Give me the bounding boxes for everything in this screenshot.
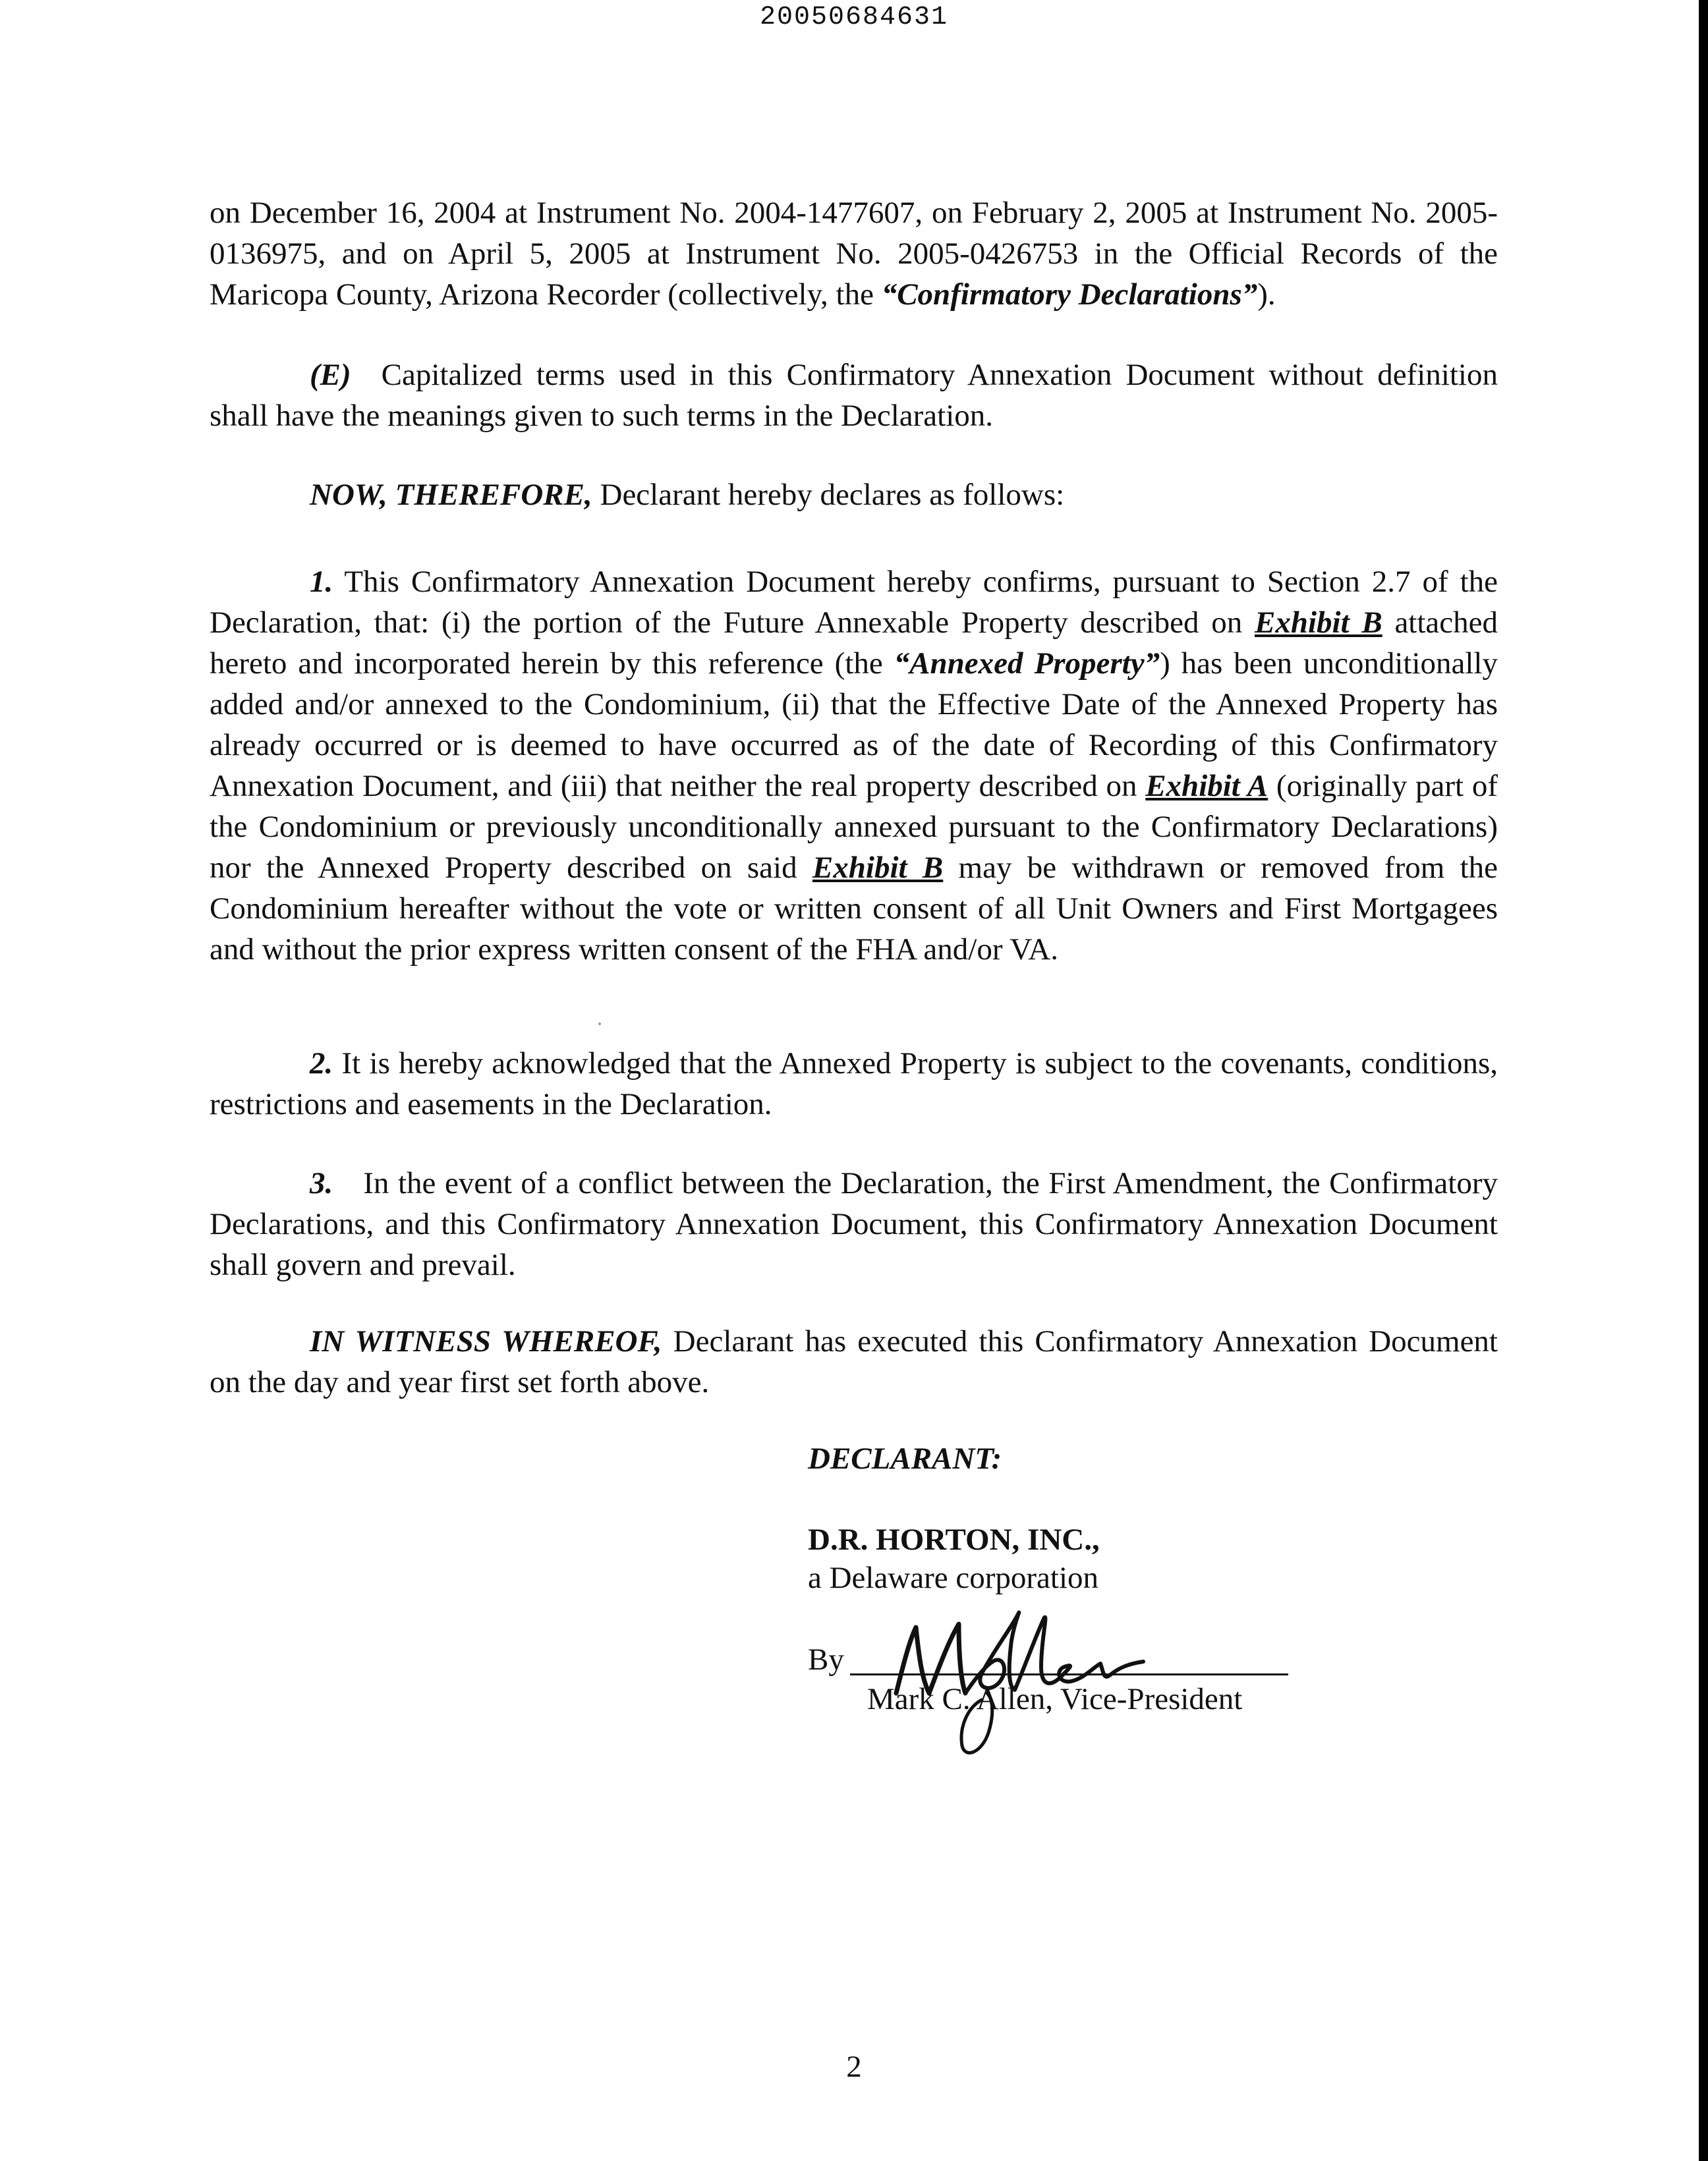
scan-border: [1699, 0, 1708, 2161]
paragraph-text: In the event of a conflict between the Declaration, the First Amendment, the Confirmatory Declarations, and this Confirmatory Annexation Document, this Confirmatory Annexation Document shall govern and prevail.: [210, 1166, 1498, 1282]
exhibit-a-reference: Exhibit A: [1145, 769, 1268, 803]
signature-line: [850, 1673, 1288, 1675]
paragraph-witness: [210, 1321, 1498, 1403]
paragraph-label: (E): [310, 358, 351, 392]
paragraph-text: It is hereby acknowledged that the Annexed Property is subject to the covenants, conditions, restrictions and easements in the Declaration.: [210, 1046, 1498, 1121]
signer-name: Mark C. Allen, Vice-President: [867, 1682, 1243, 1716]
page-number: 2: [846, 2050, 862, 2084]
paragraph-text: (originally part of the Condominium or previously unconditionally annexed pursuant to the Confirmatory Declarations) nor the Annexed Property described on said: [210, 769, 1498, 885]
paragraph-3: [210, 1163, 1498, 1285]
paragraph-text: may be withdrawn or removed from the Condominium hereafter without the vote or written consent of all Unit Owners and First Mortgagees and without the prior express written consent of the FHA and/or VA.: [210, 851, 1498, 967]
paragraph-label: IN WITNESS WHEREOF,: [310, 1324, 662, 1359]
paragraph-label: 1.: [310, 565, 333, 599]
scan-speck: [598, 1023, 601, 1025]
paragraph-text: attached hereto and incorporated herein by this reference (the: [210, 605, 1498, 681]
paragraph-text: Declarant has executed this Confirmatory Annexation Document on the day and year first set forth above.: [210, 1324, 1498, 1399]
paragraph-label: NOW, THEREFORE,: [310, 478, 592, 512]
paragraph-2: [210, 1043, 1498, 1125]
paragraph-continued: [210, 192, 1498, 315]
company-name: D.R. HORTON, INC.,: [808, 1523, 1100, 1557]
paragraph-1: [210, 561, 1498, 970]
paragraph-e: [210, 354, 1498, 436]
by-label: By: [808, 1642, 844, 1677]
recording-number: 20050684631: [759, 3, 949, 32]
paragraph-now-therefore: [210, 474, 1498, 515]
defined-term: “Confirmatory Declarations”: [881, 277, 1258, 312]
paragraph-text: ) has been unconditionally added and/or annexed to the Condominium, (ii) that the Effective Date of the Annexed Property has already occurred or is deemed to have occurred as of the date of Recording of this Confirmatory Annexation Document, and (iii) that neither the real property described on: [210, 646, 1498, 803]
paragraph-text: Capitalized terms used in this Confirmatory Annexation Document without definition shall have the meanings given to such terms in the Declaration.: [210, 358, 1498, 433]
exhibit-b-reference: Exhibit B: [812, 851, 944, 885]
declarant-label: DECLARANT:: [808, 1442, 1002, 1476]
paragraph-label: 2.: [310, 1046, 333, 1080]
company-type: a Delaware corporation: [808, 1561, 1099, 1595]
paragraph-label: 3.: [310, 1166, 333, 1200]
paragraph-text: on December 16, 2004 at Instrument No. 2004-1477607, on February 2, 2005 at Instrument No. 2005-0136975, and on April 5, 2005 at Instrument No. 2005-0426753 in the Official Records of the Maricopa County, Arizona Recorder (collectively, the: [210, 196, 1498, 312]
exhibit-b-reference: Exhibit B: [1254, 605, 1382, 640]
paragraph-text: ).: [1257, 277, 1276, 312]
paragraph-text: This Confirmatory Annexation Document hereby confirms, pursuant to Section 2.7 of the Declaration, that: (i) the portion of the Future Annexable Property described on: [210, 565, 1498, 640]
paragraph-text: Declarant hereby declares as follows:: [592, 478, 1065, 512]
defined-term: “Annexed Property”: [894, 646, 1160, 681]
